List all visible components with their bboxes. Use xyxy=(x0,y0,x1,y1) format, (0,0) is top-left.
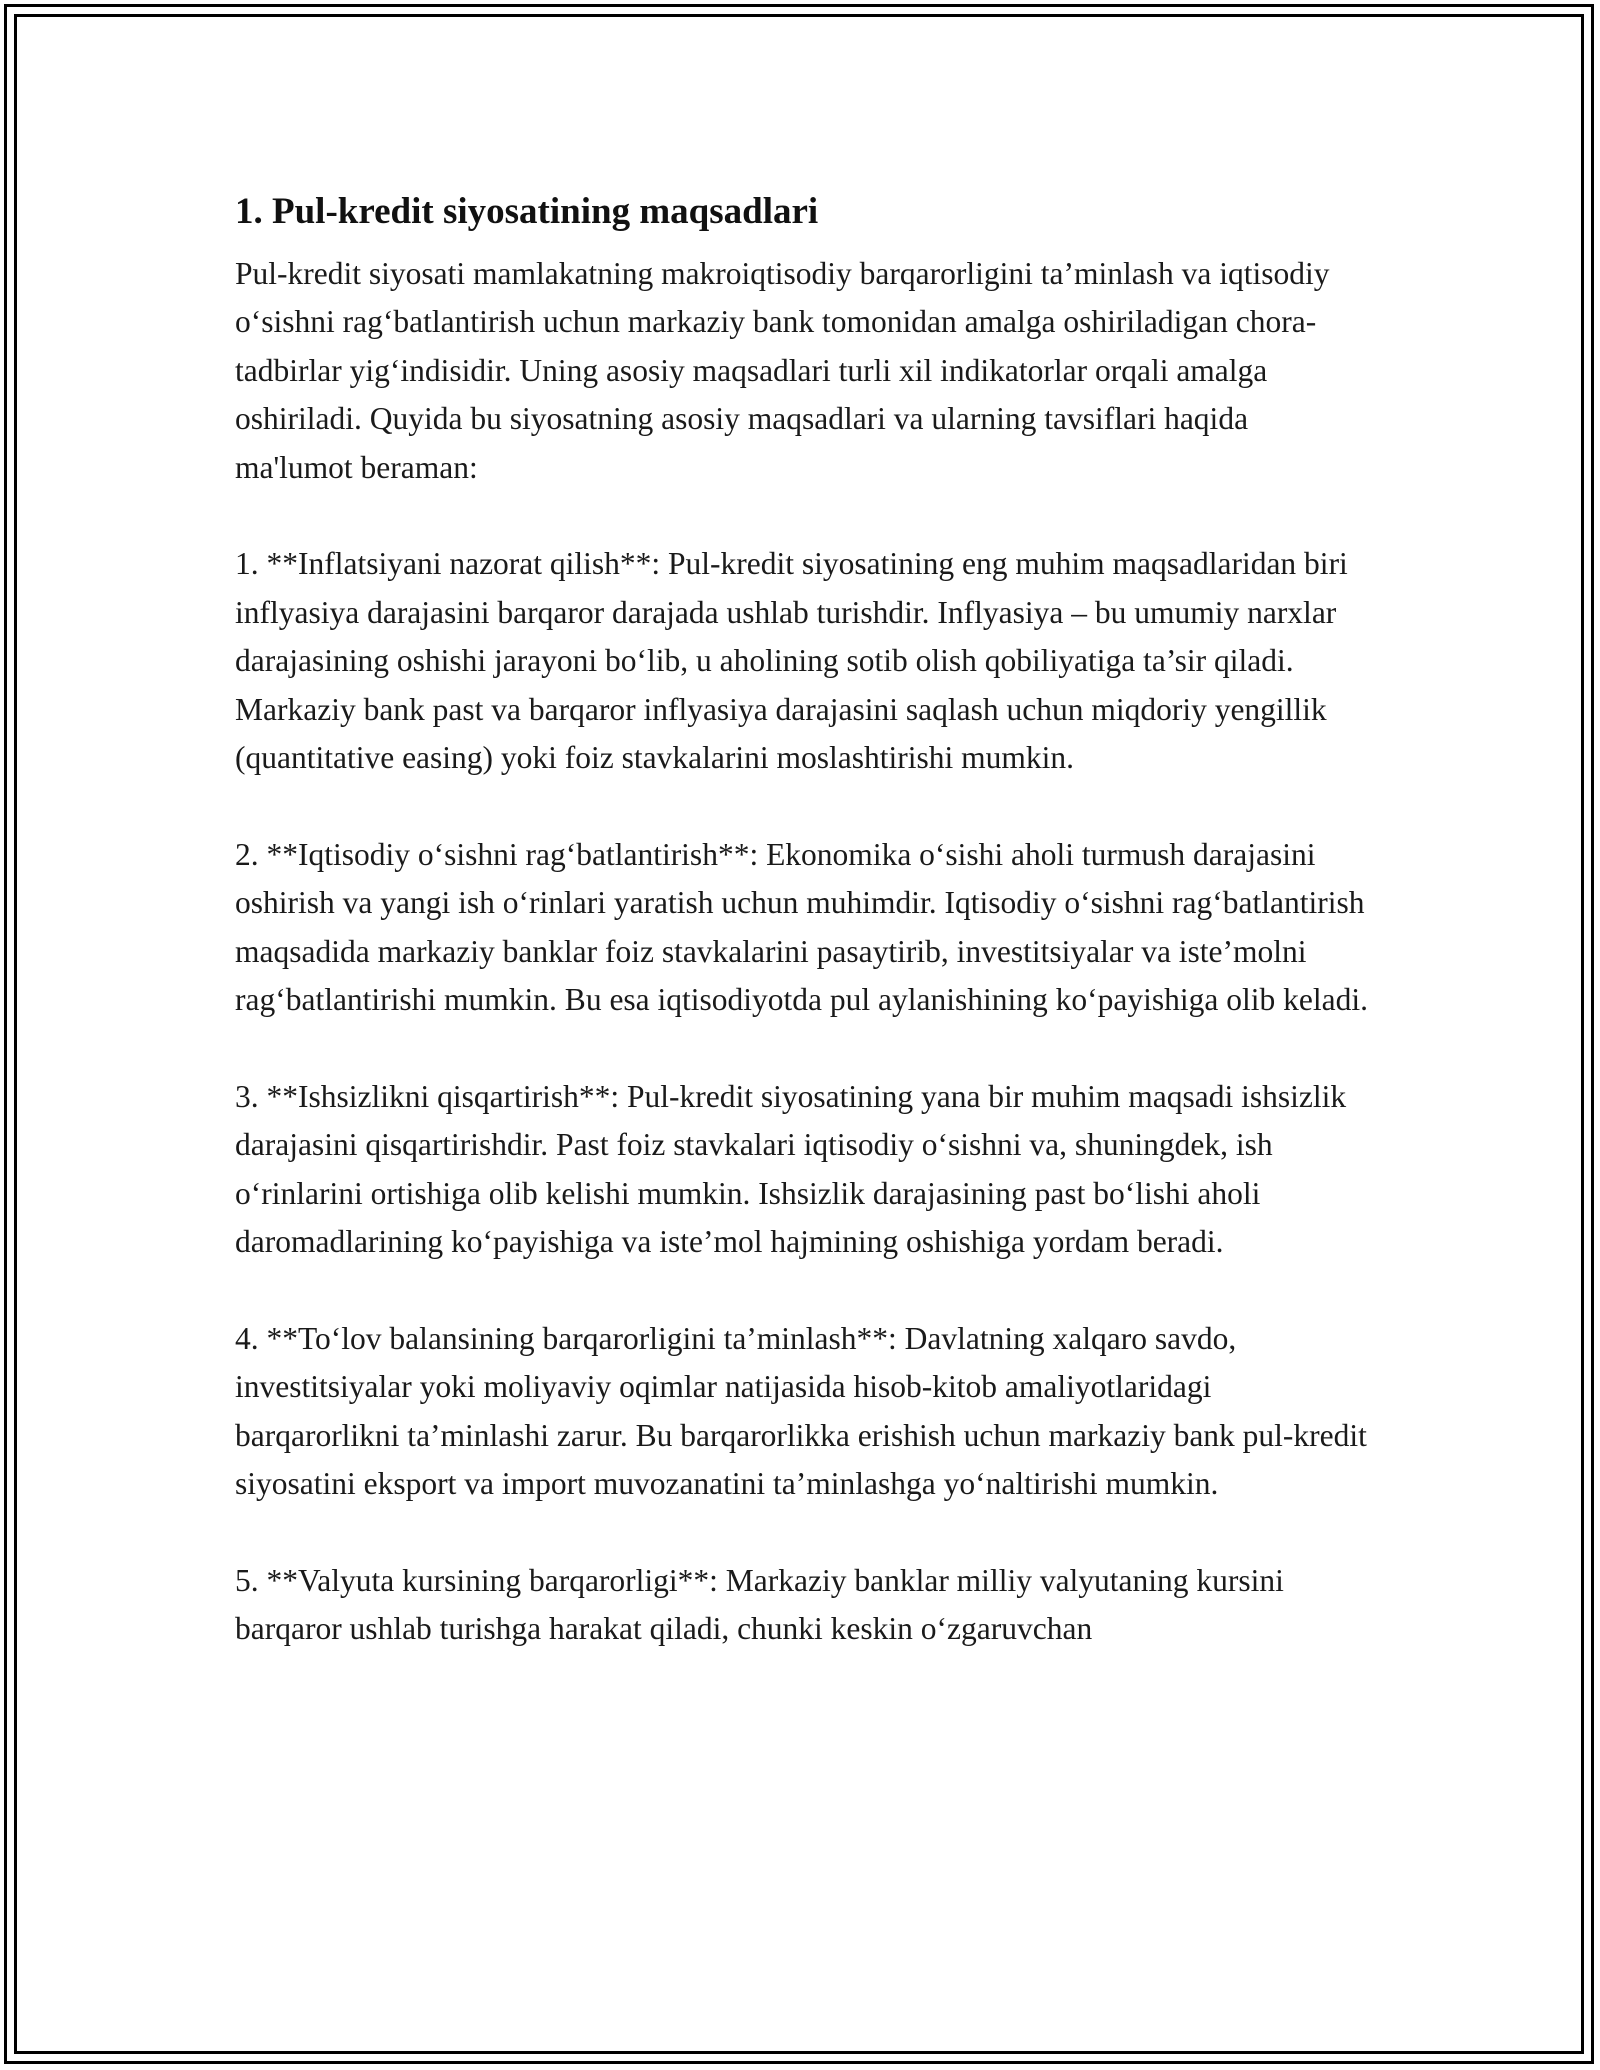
goal-paragraph-unemployment: 3. **Ishsizlikni qisqartirish**: Pul-kredit siyosatining yana bir muhim maqsadi ishsizlik darajasini qisqartirishdir. Past foiz stavkalari iqtisodiy o‘sishni va, shuningdek, ish o‘rinlarini ortishiga olib kelishi mumkin. Ishsizlik darajasining past bo‘lishi aholi daromadlarining ko‘payishiga va iste’mol hajmining oshishiga yordam beradi. xyxy=(235,1078,1347,1260)
document-body xyxy=(235,186,1370,1654)
goal-paragraph-growth: 2. **Iqtisodiy o‘sishni rag‘batlantirish**: Ekonomika o‘sishi aholi turmush darajasini oshirish va yangi ish o‘rinlari yaratish uchun muhimdir. Iqtisodiy o‘sishni rag‘batlantirish maqsadida markaziy banklar foiz stavkalarini pasaytirib, investitsiyalar va iste’molni rag‘batlantirishi mumkin. Bu esa iqtisodiyotda pul aylanishining ko‘payishiga olib keladi. xyxy=(235,836,1368,1018)
intro-paragraph: Pul-kredit siyosati mamlakatning makroiqtisodiy barqarorligini ta’minlash va iqtisodiy o‘sishni rag‘batlantirish uchun markaziy bank tomonidan amalga oshiriladigan chora-tadbirlar yig‘indisidir. Uning asosiy maqsadlari turli xil indikatorlar orqali amalga oshiriladi. Quyida bu siyosatning asosiy maqsadlari va ularning tavsiflari haqida ma'lumot beraman: xyxy=(235,256,1330,485)
goal-paragraph-exchange-rate: 5. **Valyuta kursining barqarorligi**: Markaziy banklar milliy valyutaning kursini barqaror ushlab turishga harakat qiladi, chunki keskin o‘zgaruvchan xyxy=(235,1562,1284,1647)
section-heading: 1. Pul-kredit siyosatining maqsadlari xyxy=(235,191,819,232)
goal-paragraph-inflation: 1. **Inflatsiyani nazorat qilish**: Pul-kredit siyosatining eng muhim maqsadlaridan biri inflyasiya darajasini barqaror darajada ushlab turishdir. Inflyasiya – bu umumiy narxlar darajasining oshishi jarayoni bo‘lib, u aholining sotib olish qobiliyatiga ta’sir qiladi. Markaziy bank past va barqaror inflyasiya darajasini saqlash uchun miqdoriy yengillik (quantitative easing) yoki foiz stavkalarini moslashtirishi mumkin. xyxy=(235,546,1348,776)
goal-paragraph-balance-of-payments: 4. **To‘lov balansining barqarorligini ta’minlash**: Davlatning xalqaro savdo, investitsiyalar yoki moliyaviy oqimlar natijasida hisob-kitob amaliyotlaridagi barqarorlikni ta’minlashi zarur. Bu barqarorlikka erishish uchun markaziy bank pul-kredit siyosatini eksport va import muvozanatini ta’minlashga yo‘naltirishi mumkin. xyxy=(235,1320,1367,1502)
